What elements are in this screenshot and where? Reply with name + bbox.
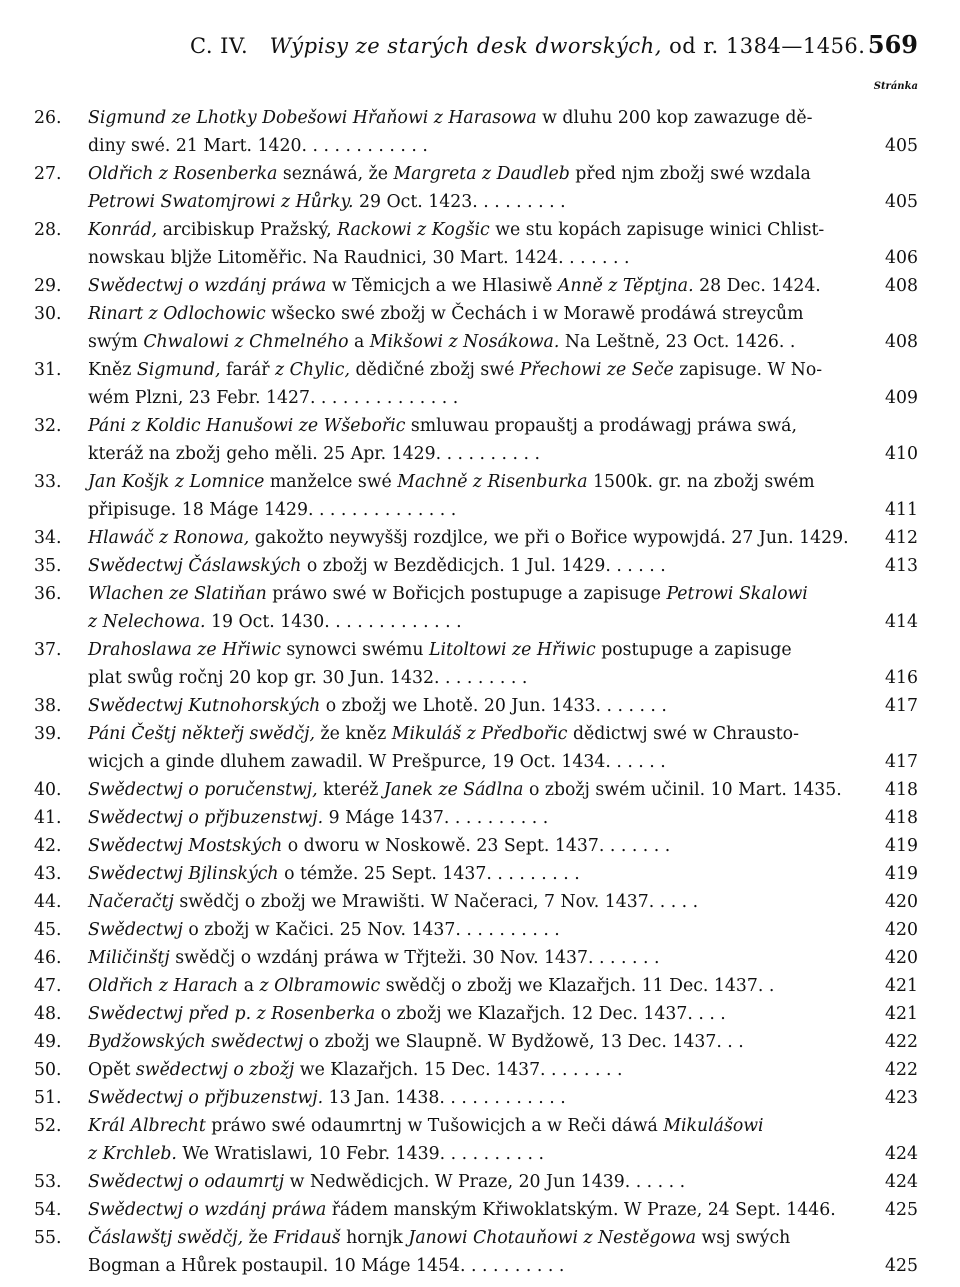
entry-number: 28. [34,220,62,240]
entry-line: Načeračtj swědčj o zbožj we Mrawišti. W Načeraci, 7 Nov. 1437. . . . . [88,892,699,912]
entry-row [0,1084,960,1112]
header-title-italic: Wýpisy ze starých desk dworských, [269,34,662,58]
entry-text [88,1112,875,1168]
entry-row [0,160,960,216]
entry-line: Wlachen ze Slatiňan práwo swé w Bořicjch postupuge a zapisuge Petrowi Skalowi [88,584,808,604]
entry-line: Petrowi Swatomjrowi z Hůrky. 29 Oct. 1423. . . . . . . . . [88,192,566,212]
entry-text [88,1196,875,1224]
entry-line: Kněz Sigmund, farář z Chylic, dědičné zbožj swé Přechowi ze Seče zapisuge. W No- [88,360,823,380]
entry-row [0,1112,960,1168]
entry-number: 50. [34,1060,62,1080]
entry-line: Oldřich z Harach a z Olbramowic swědčj o zbožj we Klazařjch. 11 Dec. 1437. . [88,976,775,996]
entry-row [0,580,960,636]
entry-row [0,720,960,776]
entry-text [88,1084,875,1112]
entry-text [88,412,875,468]
entry-text [88,636,875,692]
entry-text [88,300,875,356]
entry-line: Král Albrecht práwo swé odaumrtnj w Tušowicjch a w Reči dáwá Mikulášowi [88,1116,764,1136]
entry-row [0,1196,960,1224]
entry-text [88,776,875,804]
page-reference: 417 [885,752,918,772]
page-reference: 424 [885,1144,918,1164]
entry-line: Opět swědectwj o zbožj we Klazařjch. 15 Dec. 1437. . . . . . . . [88,1060,623,1080]
entry-number: 42. [34,836,62,856]
page-reference: 425 [885,1256,918,1276]
entry-number: 43. [34,864,62,884]
page-number: 569 [867,30,918,59]
header-title [190,34,865,58]
entry-text [88,524,875,552]
page-reference: 416 [885,668,918,688]
entry-row [0,1028,960,1056]
entry-line: Páni Češtj někteřj swědčj, že kněz Mikuláš z Předbořic dědictwj swé w Chrausto- [88,724,799,744]
page-reference: 408 [885,332,918,352]
entry-row [0,552,960,580]
entry-text [88,552,875,580]
entry-number: 27. [34,164,62,184]
entry-row [0,916,960,944]
entry-row [0,888,960,916]
entry-number: 26. [34,108,62,128]
entry-number: 41. [34,808,62,828]
entry-line: Konrád, arcibiskup Pražský, Rackowi z Kogšic we stu kopách zapisuge winici Chlist- [88,220,825,240]
entry-text [88,944,875,972]
entry-number: 31. [34,360,62,380]
entry-line: diny swé. 21 Mart. 1420. . . . . . . . . . . . [88,136,428,156]
page-reference: 420 [885,920,918,940]
page-reference: 420 [885,948,918,968]
entry-row [0,300,960,356]
page-reference: 405 [885,192,918,212]
entry-row [0,860,960,888]
entry-text [88,804,875,832]
entry-line: kteráž na zbožj geho měli. 25 Apr. 1429. . . . . . . . . . [88,444,540,464]
entry-text [88,972,875,1000]
entry-line: Jan Košjk z Lomnice manželce swé Machně z Risenburka 1500k. gr. na zbožj swém [88,472,815,492]
entry-line: Swědectwj o zbožj w Kačici. 25 Nov. 1437. . . . . . . . . . [88,920,560,940]
page-reference: 418 [885,808,918,828]
entry-number: 33. [34,472,62,492]
entry-number: 49. [34,1032,62,1052]
entry-number: 29. [34,276,62,296]
page-reference: 424 [885,1172,918,1192]
entry-number: 45. [34,920,62,940]
entry-text [88,916,875,944]
entry-number: 37. [34,640,62,660]
page-reference: 418 [885,780,918,800]
page-reference: 417 [885,696,918,716]
page-reference: 419 [885,836,918,856]
entry-text [88,356,875,412]
entry-text [88,1028,875,1056]
page-reference: 423 [885,1088,918,1108]
entry-line: Čáslawštj swědčj, že Fridauš hornjk Janowi Chotauňowi z Nestěgowa wsj swých [88,1228,791,1248]
entry-number: 46. [34,948,62,968]
entry-line: Swědectwj o přjbuzenstwj. 13 Jan. 1438. . . . . . . . . . . . [88,1088,566,1108]
entry-line: Swědectwj o odaumrtj w Nedwědicjch. W Praze, 20 Jun 1439. . . . . . [88,1172,686,1192]
entry-number: 44. [34,892,62,912]
entry-row [0,412,960,468]
entry-row [0,636,960,692]
entry-number: 47. [34,976,62,996]
entry-number: 48. [34,1004,62,1024]
entry-number: 55. [34,1228,62,1248]
entry-text [88,1056,875,1084]
entry-row [0,972,960,1000]
entry-row [0,832,960,860]
entry-number: 38. [34,696,62,716]
entry-row [0,104,960,160]
entry-line: Swědectwj před p. z Rosenberka o zbožj we Klazařjch. 12 Dec. 1437. . . . [88,1004,726,1024]
entry-text [88,1000,875,1028]
entry-text [88,104,875,160]
entry-line: wém Plzni, 23 Febr. 1427. . . . . . . . . . . . . . [88,388,459,408]
entry-row [0,1168,960,1196]
entry-text [88,832,875,860]
entry-text [88,216,875,272]
entry-line: připisuge. 18 Máge 1429. . . . . . . . . . . . . . [88,500,457,520]
entry-line: Hlawáč z Ronowa, gakožto neywyššj rozdjlce, we při o Bořice wypowjdá. 27 Jun. 1429. [88,528,849,548]
entry-number: 34. [34,528,62,548]
entry-row [0,468,960,524]
header-title-rest: od r. 1384—1456. [669,34,866,58]
entry-line: Swědectwj o poručenstwj, kteréž Janek ze Sádlna o zbožj swém učinil. 10 Mart. 1435. [88,780,842,800]
entry-row [0,216,960,272]
chapter-label: C. IV. [190,34,249,58]
entry-line: Drahoslawa ze Hřiwic synowci swému Litoltowi ze Hřiwic postupuge a zapisuge [88,640,792,660]
entry-line: Páni z Koldic Hanušowi ze Wšebořic smluwau propauštj a prodáwagj práwa swá, [88,416,797,436]
entry-line: Rinart z Odlochowic wšecko swé zbožj w Čechách i w Morawě prodáwá streycům [88,304,804,324]
entry-line: Bydžowských swědectwj o zbožj we Slaupně. W Bydžowě, 13 Dec. 1437. . . [88,1032,744,1052]
entry-number: 51. [34,1088,62,1108]
page-reference: 425 [885,1200,918,1220]
entry-line: Swědectwj Kutnohorských o zbožj we Lhotě. 20 Jun. 1433. . . . . . . [88,696,667,716]
entry-text [88,692,875,720]
entry-text [88,860,875,888]
page-reference: 419 [885,864,918,884]
entry-row [0,692,960,720]
entry-text [88,468,875,524]
page-reference: 420 [885,892,918,912]
entry-text [88,1168,875,1196]
entry-text [88,580,875,636]
page-reference: 412 [885,528,918,548]
page-reference: 414 [885,612,918,632]
entry-line: Sigmund ze Lhotky Dobešowi Hřaňowi z Harasowa w dluhu 200 kop zawazuge dě- [88,108,813,128]
page-reference: 413 [885,556,918,576]
entry-list [0,104,960,1280]
page-reference: 406 [885,248,918,268]
page-reference: 410 [885,444,918,464]
entry-row [0,356,960,412]
entry-row [0,776,960,804]
entry-row [0,1000,960,1028]
entry-line: wicjch a ginde dluhem zawadil. W Prešpurce, 19 Oct. 1434. . . . . . [88,752,666,772]
entry-number: 54. [34,1200,62,1220]
entry-number: 39. [34,724,62,744]
running-header [0,30,960,70]
entry-text [88,720,875,776]
page-reference: 421 [885,976,918,996]
entry-line: swým Chwalowi z Chmelného a Mikšowi z Nosákowa. Na Leštně, 23 Oct. 1426. . [88,332,796,352]
entry-text [88,1224,875,1280]
column-label: Stránka [873,81,918,92]
entry-text [88,160,875,216]
entry-line: z Krchleb. We Wratislawi, 10 Febr. 1439. . . . . . . . . . [88,1144,544,1164]
entry-number: 52. [34,1116,62,1136]
entry-number: 40. [34,780,62,800]
entry-line: plat swůg ročnj 20 kop gr. 30 Jun. 1432. . . . . . . . . [88,668,528,688]
entry-row [0,1224,960,1280]
page-reference: 422 [885,1060,918,1080]
entry-line: Swědectwj Mostských o dworu w Noskowě. 23 Sept. 1437. . . . . . . [88,836,671,856]
entry-row [0,944,960,972]
entry-number: 36. [34,584,62,604]
entry-line: Swědectwj Čáslawských o zbožj w Bezdědicjch. 1 Jul. 1429. . . . . . [88,556,666,576]
entry-line: nowskau bljže Litoměřic. Na Raudnici, 30 Mart. 1424. . . . . . . [88,248,630,268]
entry-line: z Nelechowa. 19 Oct. 1430. . . . . . . . . . . . . [88,612,462,632]
entry-number: 35. [34,556,62,576]
entry-line: Swědectwj o přjbuzenstwj. 9 Máge 1437. . . . . . . . . . [88,808,549,828]
entry-line: Swědectwj o wzdánj práwa řádem manským Křiwoklatským. W Praze, 24 Sept. 1446. [88,1200,836,1220]
entry-number: 32. [34,416,62,436]
page-reference: 421 [885,1004,918,1024]
entry-number: 53. [34,1172,62,1192]
entry-line: Oldřich z Rosenberka seznáwá, že Margreta z Daudleb před njm zbožj swé wzdala [88,164,811,184]
page-reference: 405 [885,136,918,156]
entry-line: Swědectwj Bjlinských o témže. 25 Sept. 1437. . . . . . . . . [88,864,580,884]
entry-line: Miličinštj swědčj o wzdánj práwa w Třjteži. 30 Nov. 1437. . . . . . . [88,948,660,968]
entry-text [88,888,875,916]
entry-line: Bogman a Hůrek postaupil. 10 Máge 1454. . . . . . . . . . [88,1256,565,1276]
entry-row [0,804,960,832]
page-reference: 409 [885,388,918,408]
page-reference: 411 [885,500,918,520]
entry-row [0,1056,960,1084]
entry-line: Swědectwj o wzdánj práwa w Těmicjch a we Hlasiwě Anně z Těptjna. 28 Dec. 1424. [88,276,821,296]
page-reference: 408 [885,276,918,296]
page-reference: 422 [885,1032,918,1052]
entry-text [88,272,875,300]
entry-row [0,524,960,552]
entry-row [0,272,960,300]
entry-number: 30. [34,304,62,324]
